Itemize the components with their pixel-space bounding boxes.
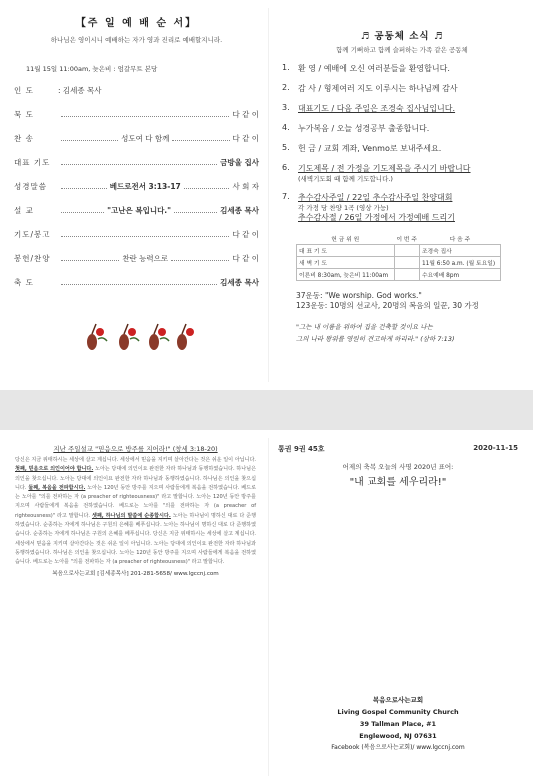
worship-item-label: 축 도	[14, 277, 34, 287]
bulletin-cover	[278, 444, 518, 754]
news-item-text: 감 사 / 형제여러 지도 이루시는 하나님께 감사	[298, 84, 458, 93]
sermon-text: 노아는 당대에 의인이요 완전한 자라 하나님과 동행하였습니다. 하나님은 의인을 찾으십니다.	[15, 466, 256, 482]
news-item-text: 기도제목 / 전 가정을 기도제목을 주시기 바랍니다	[298, 164, 471, 173]
dot-leader	[171, 260, 229, 261]
news-item-text: 환 영 / 예배에 오신 여러분들을 환영합니다.	[298, 64, 450, 73]
dot-leader	[172, 140, 229, 141]
worship-item-value: : 김세종 목사	[58, 85, 102, 95]
news-subtitle: 함께 기뻐하고 함께 슬퍼하는 가족 같은 공동체	[336, 46, 468, 54]
table-cell	[394, 269, 419, 281]
news-item-number: 7.	[282, 192, 290, 201]
mission-line: 123운동: 10명의 선교사, 20명의 복음의 일꾼, 30 가정	[296, 301, 479, 310]
news-item-text: 헌 금 / 교회 계좌, Venmo로 보내주세요.	[298, 144, 442, 153]
table-cell: 새 벽 기 도	[297, 257, 395, 269]
violin-icon	[177, 324, 194, 350]
dot-leader	[174, 212, 217, 213]
table-cell: 11월 6:50 a.m. (월 토요일)	[419, 257, 500, 269]
sermon-point: 첫째, 믿음으로 의인이어야 합니다.	[15, 466, 94, 473]
sermon-text: 노아는 120년 동안 방주를 지으며 사람들에게 복음을 전하였습니다. 베드로는 노아를 "의를 전파하는 자 (a preacher of righteousness)" 라고 말합니다.	[15, 549, 257, 566]
order-of-worship	[14, 0, 259, 289]
news-title: ♬ 공동체 소식 ♬	[360, 31, 444, 42]
news-item	[282, 192, 522, 223]
sermon-paragraph	[15, 456, 256, 568]
table-cell: 조경숙 집사	[419, 245, 500, 257]
worship-item-value: 사 회 자	[232, 181, 259, 191]
sermon-point: 셋째, 하나님의 말씀에 순종합시다.	[91, 512, 171, 519]
flower-violin-ornament	[82, 322, 197, 354]
worship-item	[14, 83, 259, 97]
table-cell: 대 표 기 도	[297, 245, 395, 257]
dot-leader	[61, 116, 229, 117]
table-cell: 이른비 8:30am, 늦은비 11:00am	[297, 269, 395, 281]
church-address: 39 Tallman Place, #1	[359, 720, 437, 728]
worship-item-value: 김세종 목사	[220, 277, 259, 287]
dot-leader	[61, 212, 104, 213]
news-item-number: 4.	[282, 123, 290, 132]
year-motto: "내 교회를 세우리라!"	[349, 477, 447, 488]
worship-title: 【주 일 예 배 순 서】	[75, 18, 198, 29]
sermon-text: 노아는 당대에 의인이요 완전한 자라 하나님과 동행하였습니다. 하나님은 의인을 찾으십니다.	[15, 475, 256, 491]
table-row	[297, 269, 501, 281]
sermon-text: 노아는 하나님이 명하신 대로 다 준행하였습니다. 순종하는 자에게 하나님은 구원의 은혜를 베푸십니다.	[15, 512, 257, 529]
worship-item-value: 다 같 이	[232, 109, 259, 119]
worship-item-label: 설 교	[14, 205, 34, 215]
news-item	[282, 63, 522, 74]
worship-item	[14, 251, 259, 265]
issue-line	[278, 444, 518, 454]
worship-item	[14, 107, 259, 121]
table-header: 다 음 주	[449, 237, 471, 243]
sermon-text: 노아는 120년 동안 방주를 지으며 사람들에게 복음을 전하였습니다. 베드로는 노아를 "의를 전파하는 자 (a preacher of righteousness)" 라고 말합니다.	[15, 484, 256, 501]
news-item-note: (새벽기도회 때 함께 기도합니다.)	[298, 175, 393, 183]
worship-item-label: 기도/봉고	[14, 229, 51, 239]
church-website: Facebook (복음으로사는교회)/ www.lgccnj.com	[331, 744, 465, 751]
sermon-title: 지난 주일설교 "믿음으로 방주를 지어라!" (창세 3:18-20)	[53, 445, 218, 453]
worship-item-label: 인 도	[14, 85, 34, 95]
worship-item-label: 찬 송	[14, 133, 34, 143]
sermon-text: 노아는 120년 동안 방주를 지으며 사람들에게 복음을 전하였습니다. 베드로는 노아를 "의를 전파하는 자 (a preacher of righteousness)" 라고 말합니다.	[15, 494, 257, 519]
issue-date: 2020-11-15	[473, 444, 518, 452]
news-item	[282, 83, 522, 94]
news-item-note: 각 가정 당 찬양 1곡 (영상 가능)	[298, 204, 389, 212]
worship-item	[14, 155, 259, 169]
church-name-en: Living Gospel Community Church	[337, 708, 459, 716]
dot-leader	[61, 188, 107, 189]
worship-subtitle: 하나님은 영이시니 예배하는 자가 영과 진리로 예배할지니라.	[50, 36, 223, 44]
dot-leader	[61, 164, 217, 165]
worship-item-label: 봉헌/찬양	[14, 253, 51, 263]
year-theme: 어제의 축복 오늘의 사명 2020년 표어:	[342, 463, 454, 471]
worship-item-value: 다 같 이	[232, 253, 259, 263]
church-name-kr: 복음으로사는교회	[372, 696, 424, 704]
table-header: 헌 금 위 원	[331, 237, 360, 243]
violin-icon	[87, 324, 107, 350]
sermon-text: 당신은 지금 위태하시는 세상에 살고 계십니다. 세상에서 믿음을 지키며 살아간다는 것은 쉬운 일이 아닙니다.	[15, 457, 256, 463]
worship-item-detail: 성도여 다 함께	[121, 133, 170, 143]
table-row	[297, 245, 501, 257]
table-header-row	[297, 233, 501, 245]
dot-leader	[61, 260, 119, 261]
dot-leader	[61, 284, 217, 285]
violin-icon	[149, 324, 169, 350]
sermon-point: 둘째, 복음을 전파합시다.	[28, 484, 86, 491]
mission-statement	[296, 291, 522, 311]
sermon-text: 노아는 하나님이 명하신 대로 다 준행하였습니다. 순종하는 자에게 하나님은 구원의 은혜를 베푸십니다.	[15, 522, 257, 538]
dot-leader	[61, 236, 229, 237]
worship-item-value: 다 같 이	[232, 133, 260, 143]
worship-item	[14, 227, 259, 241]
worship-item-label: 묵 도	[14, 109, 34, 119]
news-item-text: 누가복음 / 오늘 성경공부 출종합니다.	[298, 124, 430, 133]
worship-item-value: 다 같 이	[232, 229, 259, 239]
thanksgiving-note: 추수감사절 / 26일 가정에서 가정예배 드리기	[298, 213, 455, 222]
community-news	[282, 0, 522, 345]
news-item-number: 3.	[282, 103, 290, 112]
mission-line: 37운동: "We worship. God works."	[296, 291, 422, 300]
news-item	[282, 163, 522, 183]
dot-leader	[61, 140, 118, 141]
duty-table	[296, 233, 501, 281]
table-header: 이 번 주	[396, 237, 417, 243]
news-item-number: 2.	[282, 83, 290, 92]
sermon-footer: 복음으로사는교회 [김세종목사] 201-281-5658/ www.lgccnj.com	[52, 570, 219, 577]
worship-date: 11월 15일 11:00am, 늦은비 : 엄갈무트 본당	[26, 65, 158, 73]
sermon-text: 노아는 당대에 의인이요 완전한 자라 하나님과 동행하였습니다. 하나님은 의인을 찾으십니다.	[15, 540, 256, 556]
news-item-number: 6.	[282, 163, 290, 172]
worship-item	[14, 275, 259, 289]
news-item-number: 5.	[282, 143, 290, 152]
table-cell	[394, 245, 419, 257]
news-item-text: 대표기도 / 다음 주일은 조경숙 집사님입니다.	[298, 104, 456, 113]
scripture-verse	[296, 321, 522, 345]
bulletin-outer-spread	[0, 430, 533, 784]
news-item-text: 추수감사주일 / 22일 추수감사주일 찬양대회	[298, 193, 453, 202]
table-row	[297, 257, 501, 269]
news-item	[282, 123, 522, 134]
worship-item-detail: 찬란 능력으로	[122, 253, 169, 263]
sermon-summary	[15, 444, 256, 577]
dot-leader	[184, 188, 230, 189]
column-divider	[268, 438, 269, 776]
column-divider	[268, 8, 269, 382]
verse-line: 그의 나라 왕위를 영원히 견고하게 하리라." (삼하 7:13)	[296, 335, 455, 343]
worship-item-detail: "고난은 복입니다."	[107, 205, 172, 215]
bulletin-inner-spread	[0, 0, 533, 390]
news-item	[282, 143, 522, 154]
worship-item-value: 금방울 집사	[220, 157, 259, 167]
church-info	[278, 694, 518, 754]
sermon-text: 당신은 지금 위태하시는 세상에 살고 계십니다. 세상에서 믿음을 지키며 살아간다는 것은 쉬운 일이 아닙니다.	[15, 531, 256, 547]
worship-item	[14, 203, 259, 217]
table-cell: 수요예배 8pm	[419, 269, 500, 281]
violin-icon	[119, 324, 139, 350]
church-address: Englewood, NJ 07631	[359, 732, 437, 740]
worship-item-label: 성경말씀	[14, 181, 47, 191]
table-cell	[394, 257, 419, 269]
worship-item-label: 대표 기도	[14, 157, 51, 167]
worship-item-detail: 베드로전서 3:13-17	[109, 181, 181, 191]
worship-item	[14, 131, 259, 145]
issue-number: 통권 9권 45호	[278, 445, 325, 453]
worship-item-value: 김세종 목사	[220, 205, 259, 215]
news-item	[282, 103, 522, 114]
worship-item	[14, 179, 259, 193]
news-item-number: 1.	[282, 63, 290, 72]
verse-line: "그는 내 이름을 위하여 집을 건축할 것이요 나는	[296, 323, 433, 331]
